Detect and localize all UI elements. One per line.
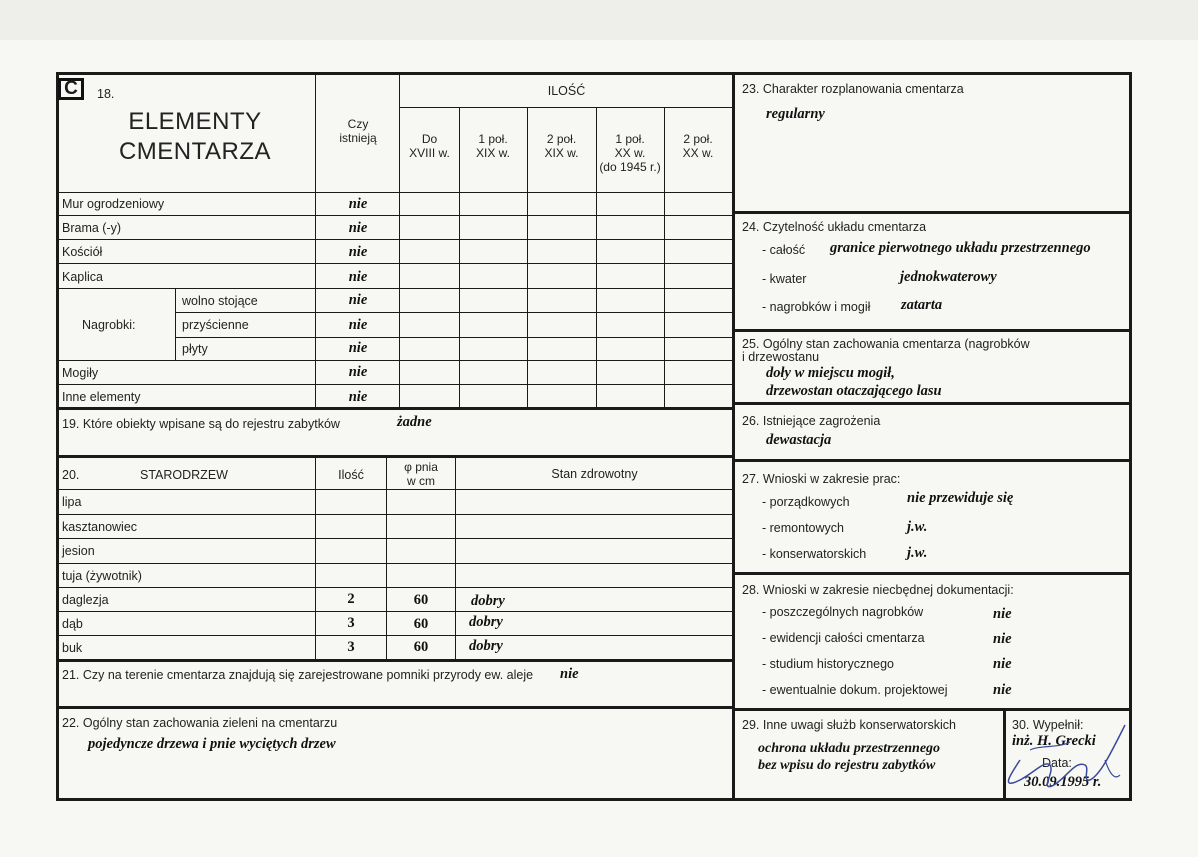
s18-col-line (399, 72, 400, 408)
s20-row-line (57, 563, 733, 564)
tree-count: 3 (347, 639, 355, 655)
nagrobki-divider (175, 288, 176, 360)
s29-value-line1: ochrona układu przestrzennego (758, 741, 941, 756)
col-header-exists: Czy istnieją (339, 117, 377, 145)
s27-label: 27. Wnioski w zakresie prac: (742, 472, 901, 486)
section-18-title-line1: ELEMENTY (128, 108, 262, 135)
s30-date-label: Data: (1042, 756, 1072, 770)
s27-item-value: j.w. (907, 519, 928, 535)
s21-bottom (57, 706, 733, 709)
s19-value: żadne (397, 414, 432, 430)
s27-item-label: - konserwatorskich (762, 547, 867, 561)
s24-bottom (733, 329, 1130, 332)
s18-row-line (57, 360, 733, 361)
period-col-5: 2 poł. XX w. (682, 132, 714, 160)
s30-date: 30.09.1995 r. (1024, 774, 1102, 790)
s18-bottom (57, 407, 733, 410)
s24-item-label: - nagrobków i mogił (762, 300, 871, 314)
s26-label: 26. Istniejące zagrożenia (742, 414, 881, 428)
outer-border-bottom (56, 798, 1132, 801)
s26-bottom (733, 459, 1130, 462)
s27-item-label: - remontowych (762, 521, 844, 535)
s20-row-line (57, 635, 733, 636)
s29-value-line2: bez wpisu do rejestru zabytków (758, 758, 936, 773)
s18-row-value: nie (348, 389, 368, 405)
section-letter-box: C (58, 78, 84, 100)
s21-value: nie (560, 666, 579, 682)
s28-item-label: - ewentualnie dokum. projektowej (762, 683, 948, 697)
s18-row-line (57, 384, 733, 385)
s24-item-value: jednokwaterowy (900, 269, 997, 285)
s22-label: 22. Ogólny stan zachowania zieleni na cmentarzu (62, 716, 338, 730)
s20-bottom (57, 659, 733, 662)
period-col-2: 1 poł. XIX w. (475, 132, 510, 160)
s20-row-line (57, 538, 733, 539)
s19-label: 19. Które obiekty wpisane są do rejestru zabytków (62, 417, 340, 431)
tree-health: dobry (469, 614, 503, 630)
s18-row-value: nie (348, 220, 368, 236)
s30-label: 30. Wypełnił: (1012, 718, 1084, 732)
count-subheader-line (400, 107, 733, 108)
s27-item-value: j.w. (907, 545, 928, 561)
s28-item-label: - studium historycznego (762, 657, 895, 671)
s20-number: 20. (62, 468, 80, 482)
s28-label: 28. Wnioski w zakresie niecbędnej dokumentacji: (742, 583, 1014, 597)
s18-row-line (175, 337, 733, 338)
outer-border-top (56, 72, 1132, 75)
s20-row-line (57, 611, 733, 612)
s18-row-label: Mogiły (62, 366, 99, 380)
s23-bottom (733, 211, 1130, 214)
s18-row-label: Inne elementy (62, 390, 141, 404)
s18-row-line (57, 288, 733, 289)
s24-label: 24. Czytelność układu cmentarza (742, 220, 927, 234)
nagrobki-label: Nagrobki: (82, 318, 136, 332)
s29-label: 29. Inne uwagi służb konserwatorskich (742, 718, 957, 732)
outer-border-left (56, 72, 59, 801)
column-divider (732, 72, 735, 801)
s24-item-value: zatarta (901, 297, 943, 313)
s25-bottom (733, 402, 1130, 405)
s21-label: 21. Czy na terenie cmentarza znajdują się zarejestrowane pomniki przyrody ew. aleje (62, 668, 534, 682)
s24-item-label: - całość (762, 243, 806, 257)
tree-diam: 60 (413, 616, 429, 632)
tree-count: 2 (347, 591, 355, 607)
s28-item-value: nie (993, 631, 1012, 647)
period-col-3: 2 poł. XIX w. (544, 132, 579, 160)
s18-row-label: Mur ogrodzeniowy (62, 197, 165, 211)
s20-col-diam: φ pnia w cm (404, 460, 438, 488)
s20-col-health: Stan zdrowotny (551, 467, 638, 481)
s18-row-line (175, 312, 733, 313)
s18-col-line (315, 72, 316, 408)
s19-bottom (57, 455, 733, 458)
s18-row-value: nie (348, 292, 368, 308)
s18-row-value: nie (348, 244, 368, 260)
s28-item-label: - poszczególnych nagrobków (762, 605, 924, 619)
s18-row-value: nie (348, 269, 368, 285)
s18-row-label: przyścienne (182, 318, 249, 332)
s18-col-line (596, 107, 597, 408)
s18-col-line (664, 107, 665, 408)
s26-value: dewastacja (766, 432, 832, 448)
tree-name: kasztanowiec (62, 520, 138, 534)
tree-name: tuja (żywotnik) (62, 569, 142, 583)
col-header-count: ILOŚĆ (547, 84, 586, 98)
s18-row-value: nie (348, 317, 368, 333)
tree-name: daglezja (62, 593, 109, 607)
s20-row-line (57, 514, 733, 515)
s18-row-line (57, 239, 733, 240)
tree-name: jesion (62, 544, 95, 558)
s20-row-line (57, 489, 733, 490)
tree-diam: 60 (413, 639, 429, 655)
s18-row-value: nie (348, 364, 368, 380)
s22-value: pojedyncze drzewa i pnie wyciętych drzew (88, 736, 336, 752)
s18-row-label: Kościół (62, 245, 103, 259)
s18-row-label: wolno stojące (182, 294, 258, 308)
s30-name: inż. H. Grecki (1012, 733, 1096, 749)
s18-row-label: płyty (182, 342, 208, 356)
s27-bottom (733, 572, 1130, 575)
s28-bottom (733, 708, 1130, 711)
s25-value-line1: doły w miejscu mogił, (766, 365, 895, 381)
tree-name: buk (62, 641, 83, 655)
outer-border-right (1129, 72, 1132, 801)
s18-row-label: Kaplica (62, 270, 103, 284)
section-18-number: 18. (97, 87, 115, 101)
s25-label-line2: i drzewostanu (742, 350, 820, 364)
tree-diam: 60 (413, 592, 429, 608)
s25-value-line2: drzewostan otaczającego lasu (766, 383, 942, 399)
s20-row-line (57, 587, 733, 588)
s23-label: 23. Charakter rozplanowania cmentarza (742, 82, 964, 96)
s20-col-count: Ilość (338, 468, 364, 482)
s27-item-value: nie przewiduje się (907, 490, 1014, 506)
s28-item-value: nie (993, 682, 1012, 698)
s18-row-value: nie (348, 340, 368, 356)
s27-item-label: - porządkowych (762, 495, 850, 509)
tree-name: dąb (62, 617, 83, 631)
s18-row-line (57, 215, 733, 216)
s20-title: STARODRZEW (140, 468, 228, 482)
s25-label-line1: 25. Ogólny stan zachowania cmentarza (nagrobków (742, 337, 1030, 351)
section-18-title-line2: CMENTARZA (118, 138, 272, 165)
s28-item-value: nie (993, 606, 1012, 622)
s18-col-line (527, 107, 528, 408)
period-col-1: Do XVIII w. (409, 132, 450, 160)
s18-row-line (57, 263, 733, 264)
scan-top-edge (0, 0, 1198, 40)
s24-item-value: granice pierwotnego układu przestrzennego (830, 240, 1091, 256)
tree-name: lipa (62, 495, 82, 509)
s28-item-label: - ewidencji całości cmentarza (762, 631, 925, 645)
s23-value: regularny (766, 106, 825, 122)
period-col-4: 1 poł. XX w. (do 1945 r.) (599, 132, 661, 174)
s18-row-label: Brama (-y) (62, 221, 122, 235)
s28-item-value: nie (993, 656, 1012, 672)
s18-col-line (459, 107, 460, 408)
tree-health: dobry (471, 593, 505, 609)
tree-health: dobry (469, 638, 503, 654)
s18-row-value: nie (348, 196, 368, 212)
tree-count: 3 (347, 615, 355, 631)
s24-item-label: - kwater (762, 272, 807, 286)
s18-header-bottom (57, 192, 733, 193)
handwritten-signature (990, 720, 1130, 800)
s20-col-line (455, 457, 456, 661)
